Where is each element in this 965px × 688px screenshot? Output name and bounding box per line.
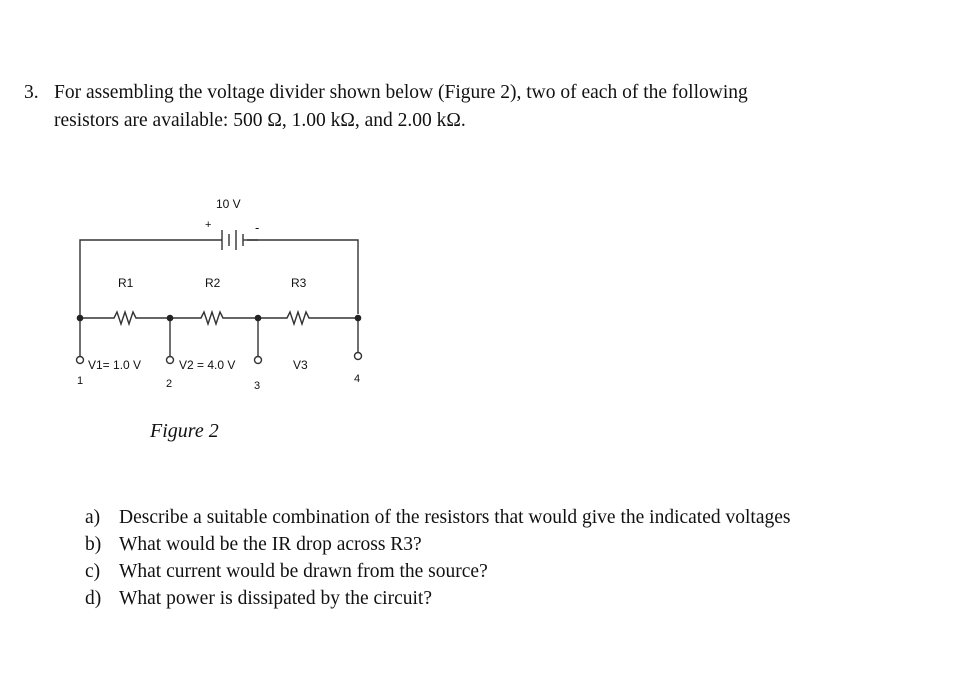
v3-label: V3: [293, 358, 308, 372]
terminal-number-1: 1: [77, 375, 84, 387]
resistor-r3-wire: [258, 312, 358, 324]
subquestion-text: What current would be drawn from the source?: [119, 561, 488, 582]
source-voltage-label: 10 V: [216, 197, 241, 211]
minus-sign: -: [255, 220, 260, 235]
resistor-r2-wire: [170, 312, 258, 324]
terminal-number-4: 4: [354, 373, 361, 385]
resistor-r2-label: R2: [205, 276, 221, 290]
subquestion-b: [85, 532, 422, 557]
subquestion-label: a): [85, 507, 101, 528]
subquestion-text: What power is dissipated by the circuit?: [119, 588, 432, 609]
terminal-number-2: 2: [166, 378, 173, 390]
subquestion-label: d): [85, 588, 102, 609]
question-text-line-1: For assembling the voltage divider shown below (Figure 2), two of each of the following: [54, 82, 748, 103]
subquestion-text: Describe a suitable combination of the resistors that would give the indicated voltages: [119, 507, 791, 528]
plus-sign: +: [205, 219, 212, 231]
subquestion-text: What would be the IR drop across R3?: [119, 534, 422, 555]
v2-label: V2 = 4.0 V: [179, 358, 236, 372]
subquestion-label: c): [85, 561, 101, 582]
question-number: 3.: [24, 82, 39, 103]
junction-dot: [167, 315, 174, 322]
terminal-1: [77, 357, 84, 364]
resistor-r3-label: R3: [291, 276, 307, 290]
junction-dot: [77, 315, 84, 322]
junction-dot: [355, 315, 362, 322]
subquestion-a: [85, 505, 790, 530]
v1-label: V1= 1.0 V: [88, 358, 142, 372]
subquestion-d: [85, 586, 432, 611]
subquestion-c: [85, 559, 488, 584]
figure-caption: Figure 2: [150, 420, 219, 442]
terminal-2: [167, 357, 174, 364]
subquestion-label: b): [85, 534, 102, 555]
resistor-r1-wire: [80, 312, 170, 324]
resistor-r1-label: R1: [118, 276, 134, 290]
top-wire-left: [80, 240, 222, 318]
junction-dot: [255, 315, 262, 322]
question-text-line-2: resistors are available: 500 Ω, 1.00 kΩ, and 2.00 kΩ.: [54, 110, 466, 131]
terminal-4: [355, 353, 362, 360]
terminal-3: [255, 357, 262, 364]
terminal-number-3: 3: [254, 380, 261, 392]
